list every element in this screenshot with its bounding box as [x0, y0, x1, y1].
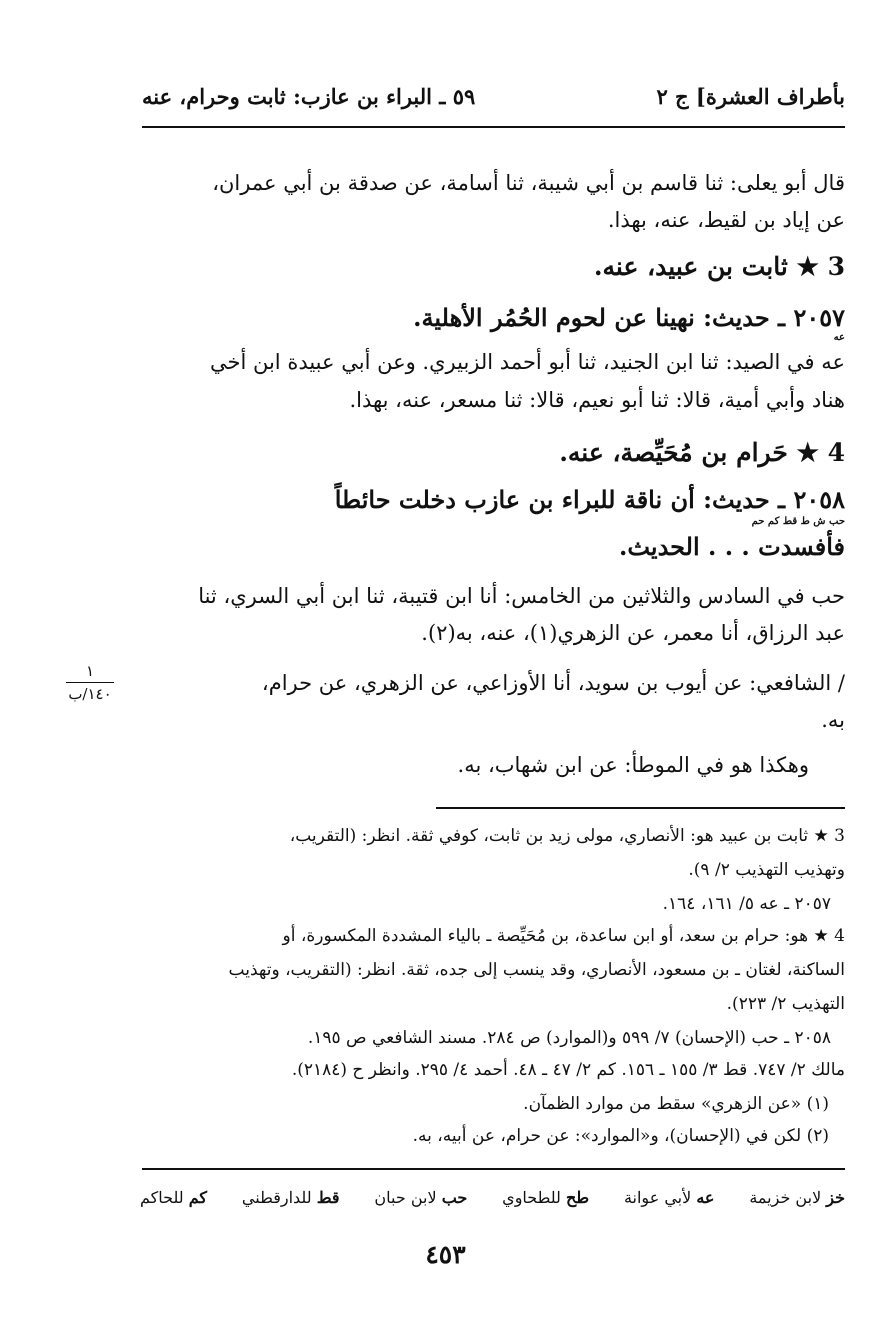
- entry-heading-3: 3 ★ ثابت بن عبيد، عنه.: [593, 252, 845, 281]
- body-line: عبد الرزاق، أنا معمر، عن الزهري(١)، عنه، به(٢).: [421, 621, 845, 645]
- running-header-chapter: ٥٩ ـ البراء بن عازب: ثابت وحرام، عنه: [142, 84, 476, 109]
- body-line: عه في الصيد: ثنا ابن الجنيد، ثنا أبو أحمد الزبيري. وعن أبي عبيدة ابن أخي: [209, 350, 845, 374]
- body-line: وهكذا هو في الموطأ: عن ابن شهاب، به.: [457, 753, 809, 777]
- body-line: / الشافعي: عن أيوب بن سويد، أنا الأوزاعي، عن الزهري، عن حرام،: [261, 671, 845, 695]
- folio-number: ١: [85, 662, 95, 680]
- abbr-item: عه لأبي عوانة: [623, 1188, 715, 1207]
- abbreviation-rule: [142, 1168, 845, 1170]
- footnote-line: مالك ٢/ ٧٤٧. قط ٣/ ١٥٥ ـ ١٥٦. كم ٢/ ٤٧ ـ ٤٨. أحمد ٤/ ٢٩٥. وانظر ح (٢١٨٤).: [291, 1060, 845, 1080]
- running-header-volume: بأطراف العشرة] ج ٢: [656, 84, 845, 109]
- footnote-line: التهذيب ٢/ ٢٢٣).: [726, 994, 845, 1014]
- body-line: به.: [821, 708, 845, 732]
- abbr-item: كم للحاكم: [140, 1188, 208, 1207]
- body-line: قال أبو يعلى: ثنا قاسم بن أبي شيبة، ثنا أسامة، عن صدقة بن أبي عمران،: [212, 171, 845, 195]
- footnote-line: (١) «عن الزهري» سقط من موارد الظمآن.: [523, 1094, 829, 1114]
- footnote-line: ٢٠٥٧ ـ عه ٥/ ١٦١، ١٦٤.: [662, 894, 831, 914]
- footnote-line: ٢٠٥٨ ـ حب (الإحسان) ٧/ ٥٩٩ و(الموارد) ص ٢٨٤. مسند الشافعي ص ١٩٥.: [307, 1028, 831, 1048]
- hadith-2058-sigla: حب ش ط قط كم حم: [751, 516, 845, 527]
- footnote-line: 4 ★ هو: حرام بن سعد، أو ابن ساعدة، بن مُحَيِّصة ـ بالياء المشددة المكسورة، أو: [282, 926, 845, 946]
- abbr-item: طح للطحاوي: [502, 1188, 590, 1207]
- hadith-2057: ٢٠٥٧ ـ حديث: نهينا عن لحوم الحُمُر الأهلية.: [413, 303, 845, 332]
- folio-divider: [66, 682, 114, 683]
- manuscript-folio-note: [60, 662, 120, 703]
- body-line: حب في السادس والثلاثين من الخامس: أنا ابن قتيبة، ثنا ابن أبي السري، ثنا: [198, 584, 845, 608]
- abbr-item: حب لابن حبان: [374, 1188, 468, 1207]
- hadith-2058-continued: فأفسدت . . . الحديث.: [618, 532, 845, 561]
- footnote-line: وتهذيب التهذيب ٢/ ٩).: [688, 860, 845, 880]
- footnote-line: (٢) لكن في (الإحسان)، و«الموارد»: عن حرام، عن أبيه، به.: [412, 1126, 829, 1146]
- entry-heading-4: 4 ★ حَرام بن مُحَيِّصة، عنه.: [559, 438, 845, 467]
- hadith-2057-sigla: عه: [833, 332, 845, 343]
- folio-page: ١٤٠/ب: [68, 685, 112, 703]
- abbreviation-key: [140, 1188, 845, 1207]
- body-line: عن إياد بن لقيط، عنه، بهذا.: [607, 208, 845, 232]
- body-line: هناد وأبي أمية، قالا: ثنا أبو نعيم، قالا: ثنا مسعر، عنه، بهذا.: [349, 388, 845, 412]
- header-rule: [142, 126, 845, 128]
- abbr-item: خز لابن خزيمة: [749, 1188, 845, 1207]
- abbr-item: قط للدارقطني: [241, 1188, 340, 1207]
- footnote-rule: [436, 807, 845, 809]
- footnote-line: الساكنة، لغتان ـ بن مسعود، الأنصاري، وقد ينسب إلى جده، ثقة. انظر: (التقريب، وتهذيب: [228, 960, 845, 980]
- footnote-line: 3 ★ ثابت بن عبيد هو: الأنصاري، مولى زيد بن ثابت، كوفي ثقة. انظر: (التقريب،: [289, 826, 845, 846]
- hadith-2058: ٢٠٥٨ ـ حديث: أن ناقة للبراء بن عازب دخلت حائطاً: [334, 485, 845, 514]
- page-number: ٤٥٣: [425, 1240, 466, 1269]
